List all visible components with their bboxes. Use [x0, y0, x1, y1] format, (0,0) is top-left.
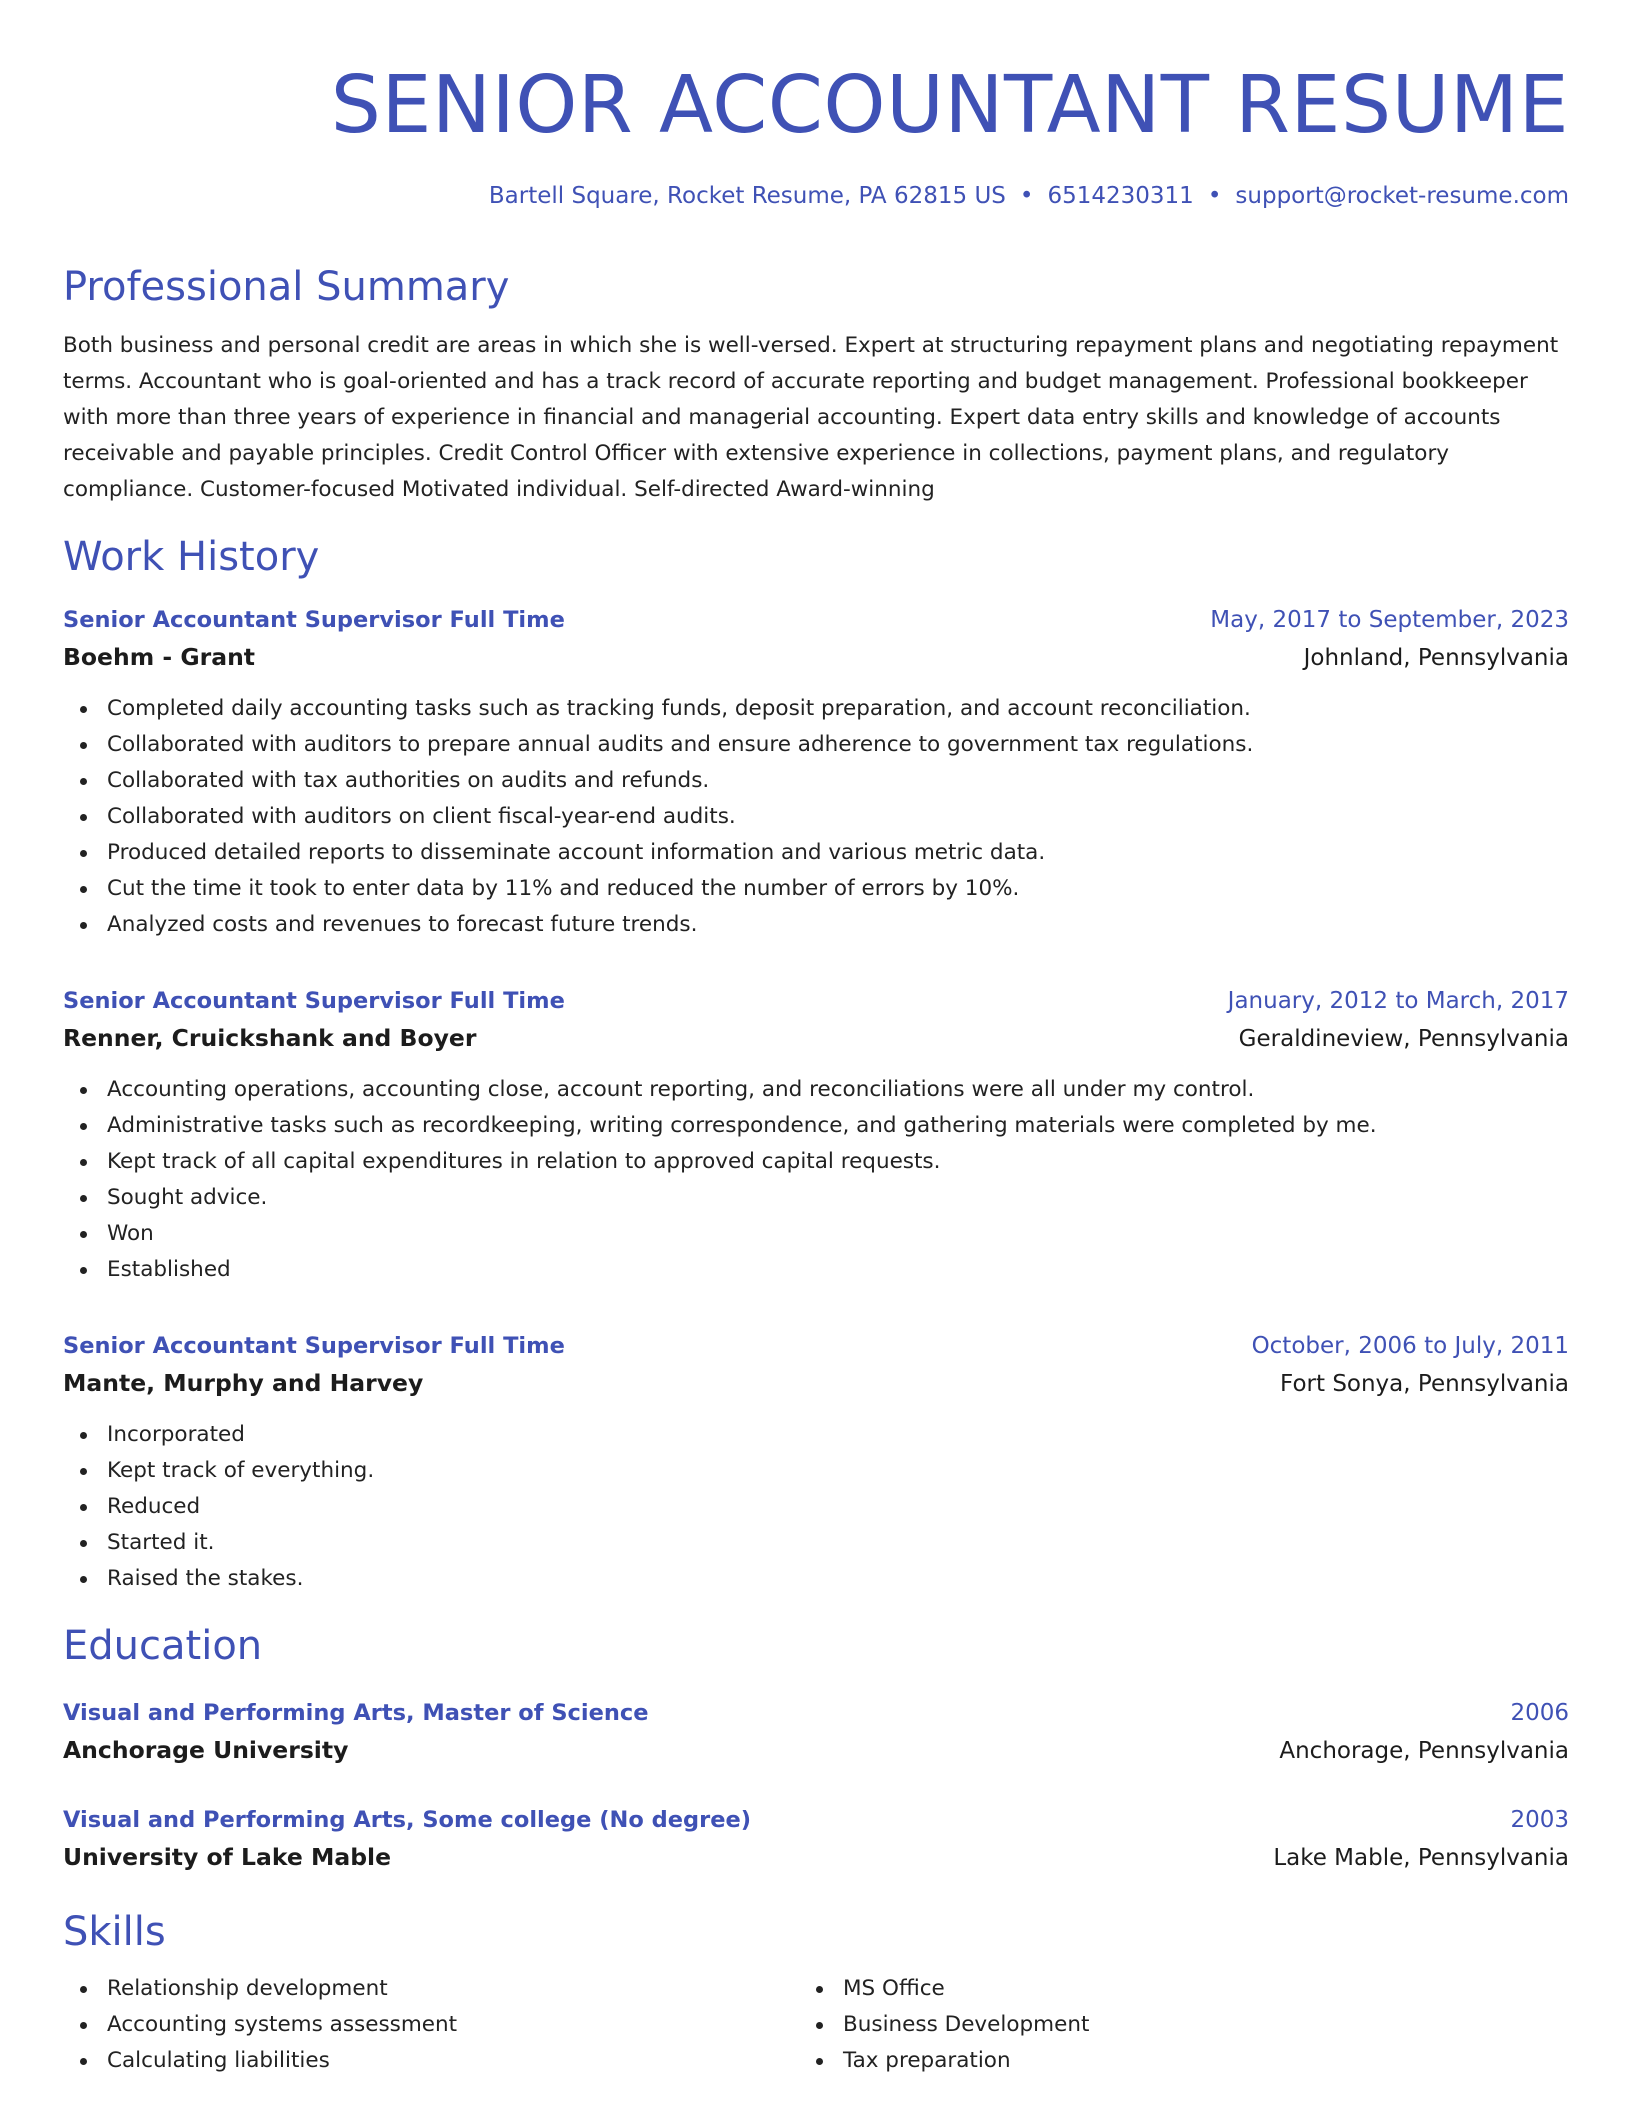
job-bullet: Established — [107, 1252, 1569, 1288]
summary-text: Both business and personal credit are areas in which she is well-versed. Expert at structuring repayment plans and negotiating repayment terms. Accountant who is goal-oriented and has a track record of accurate reporting and budget management. Professional bookkeeper with more than three years of experience in financial and managerial accounting. Expert data entry skills and knowledge of accounts receivable and payable principles. Credit Control Officer with extensive experience in collections, payment plans, and regulatory compliance. Customer-focused Motivated individual. Self-directed Award-winning — [63, 333, 1559, 502]
skills-list — [799, 1971, 1399, 2079]
job-dates: October, 2006 to July, 2011 — [1251, 1333, 1569, 1359]
job-bullets — [63, 1072, 1569, 1288]
contact-email: support@rocket-resume.com — [1235, 183, 1569, 209]
education-degree-row — [63, 1695, 1569, 1731]
job-bullet: Raised the stakes. — [107, 1561, 1569, 1597]
skills-heading: Skills — [63, 1909, 166, 1955]
job-bullet: Collaborated with auditors on client fiscal-year-end audits. — [107, 799, 1569, 835]
job-bullet: Administrative tasks such as recordkeeping, writing correspondence, and gathering materials were completed by me. — [107, 1108, 1569, 1144]
contact-line — [63, 180, 1569, 212]
education-entry — [63, 1695, 1569, 1770]
education-entry — [63, 1802, 1569, 1877]
job-bullet: Started it. — [107, 1525, 1569, 1561]
job-company-row — [63, 638, 1569, 677]
job-company-row — [63, 1019, 1569, 1058]
skills-list — [63, 1971, 799, 2079]
job-company: Mante, Murphy and Harvey — [63, 1369, 424, 1397]
skill-item: MS Office — [843, 1971, 1399, 2007]
job-bullet: Cut the time it took to enter data by 11% and reduced the number of errors by 10%. — [107, 871, 1569, 907]
job-bullets — [63, 1417, 1569, 1597]
job-entry — [63, 602, 1569, 943]
job-title-row — [63, 983, 1569, 1019]
job-bullet: Won — [107, 1216, 1569, 1252]
skill-item: Business Development — [843, 2007, 1399, 2043]
contact-address: Bartell Square, Rocket Resume, PA 62815 US — [488, 183, 1006, 209]
job-title-row — [63, 1328, 1569, 1364]
education-heading: Education — [63, 1623, 263, 1669]
skill-item: Tax preparation — [843, 2043, 1399, 2079]
education-degree: Visual and Performing Arts, Some college (No degree) — [63, 1807, 752, 1833]
education-school-row — [63, 1838, 1569, 1877]
job-location: Johnland, Pennsylvania — [1303, 645, 1569, 671]
summary-heading: Professional Summary — [63, 264, 510, 310]
skills-columns — [63, 1971, 1569, 2079]
education-location: Lake Mable, Pennsylvania — [1273, 1845, 1569, 1871]
skill-item: Calculating liabilities — [107, 2043, 799, 2079]
job-title-row — [63, 602, 1569, 638]
skills-column-right — [799, 1971, 1399, 2079]
job-bullet: Reduced — [107, 1489, 1569, 1525]
job-bullet: Kept track of all capital expenditures in relation to approved capital requests. — [107, 1144, 1569, 1180]
education-location: Anchorage, Pennsylvania — [1279, 1738, 1569, 1764]
contact-phone: 6514230311 — [1047, 183, 1194, 209]
job-bullet: Completed daily accounting tasks such as tracking funds, deposit preparation, and account reconciliation. — [107, 691, 1569, 727]
education-school: University of Lake Mable — [63, 1843, 392, 1871]
job-bullet: Collaborated with tax authorities on audits and refunds. — [107, 763, 1569, 799]
contact-separator: • — [1019, 183, 1034, 209]
education-school: Anchorage University — [63, 1736, 349, 1764]
skill-item: Accounting systems assessment — [107, 2007, 799, 2043]
job-entry — [63, 983, 1569, 1288]
education-degree: Visual and Performing Arts, Master of Science — [63, 1700, 649, 1726]
education-degree-row — [63, 1802, 1569, 1838]
education-school-row — [63, 1731, 1569, 1770]
job-bullet: Analyzed costs and revenues to forecast future trends. — [107, 907, 1569, 943]
job-bullet: Produced detailed reports to disseminate account information and various metric data. — [107, 835, 1569, 871]
job-bullets — [63, 691, 1569, 943]
job-title: Senior Accountant Supervisor Full Time — [63, 1333, 565, 1359]
education-year: 2003 — [1510, 1807, 1569, 1833]
job-bullet: Incorporated — [107, 1417, 1569, 1453]
job-title: Senior Accountant Supervisor Full Time — [63, 988, 565, 1014]
job-company: Renner, Cruickshank and Boyer — [63, 1024, 477, 1052]
education-year: 2006 — [1510, 1700, 1569, 1726]
skill-item: Relationship development — [107, 1971, 799, 2007]
job-bullet: Sought advice. — [107, 1180, 1569, 1216]
job-company: Boehm - Grant — [63, 643, 256, 671]
job-location: Geraldineview, Pennsylvania — [1238, 1026, 1569, 1052]
job-dates: January, 2012 to March, 2017 — [1227, 988, 1569, 1014]
contact-separator: • — [1207, 183, 1222, 209]
job-bullet: Kept track of everything. — [107, 1453, 1569, 1489]
work-history-heading: Work History — [63, 534, 320, 580]
skills-column-left — [63, 1971, 799, 2079]
job-company-row — [63, 1364, 1569, 1403]
job-dates: May, 2017 to September, 2023 — [1210, 607, 1569, 633]
job-location: Fort Sonya, Pennsylvania — [1280, 1371, 1569, 1397]
job-title: Senior Accountant Supervisor Full Time — [63, 607, 565, 633]
job-bullet: Accounting operations, accounting close, account reporting, and reconciliations were all under my control. — [107, 1072, 1569, 1108]
job-entry — [63, 1328, 1569, 1597]
job-bullet: Collaborated with auditors to prepare annual audits and ensure adherence to government tax regulations. — [107, 727, 1569, 763]
resume-title: SENIOR ACCOUNTANT RESUME — [330, 59, 1569, 151]
